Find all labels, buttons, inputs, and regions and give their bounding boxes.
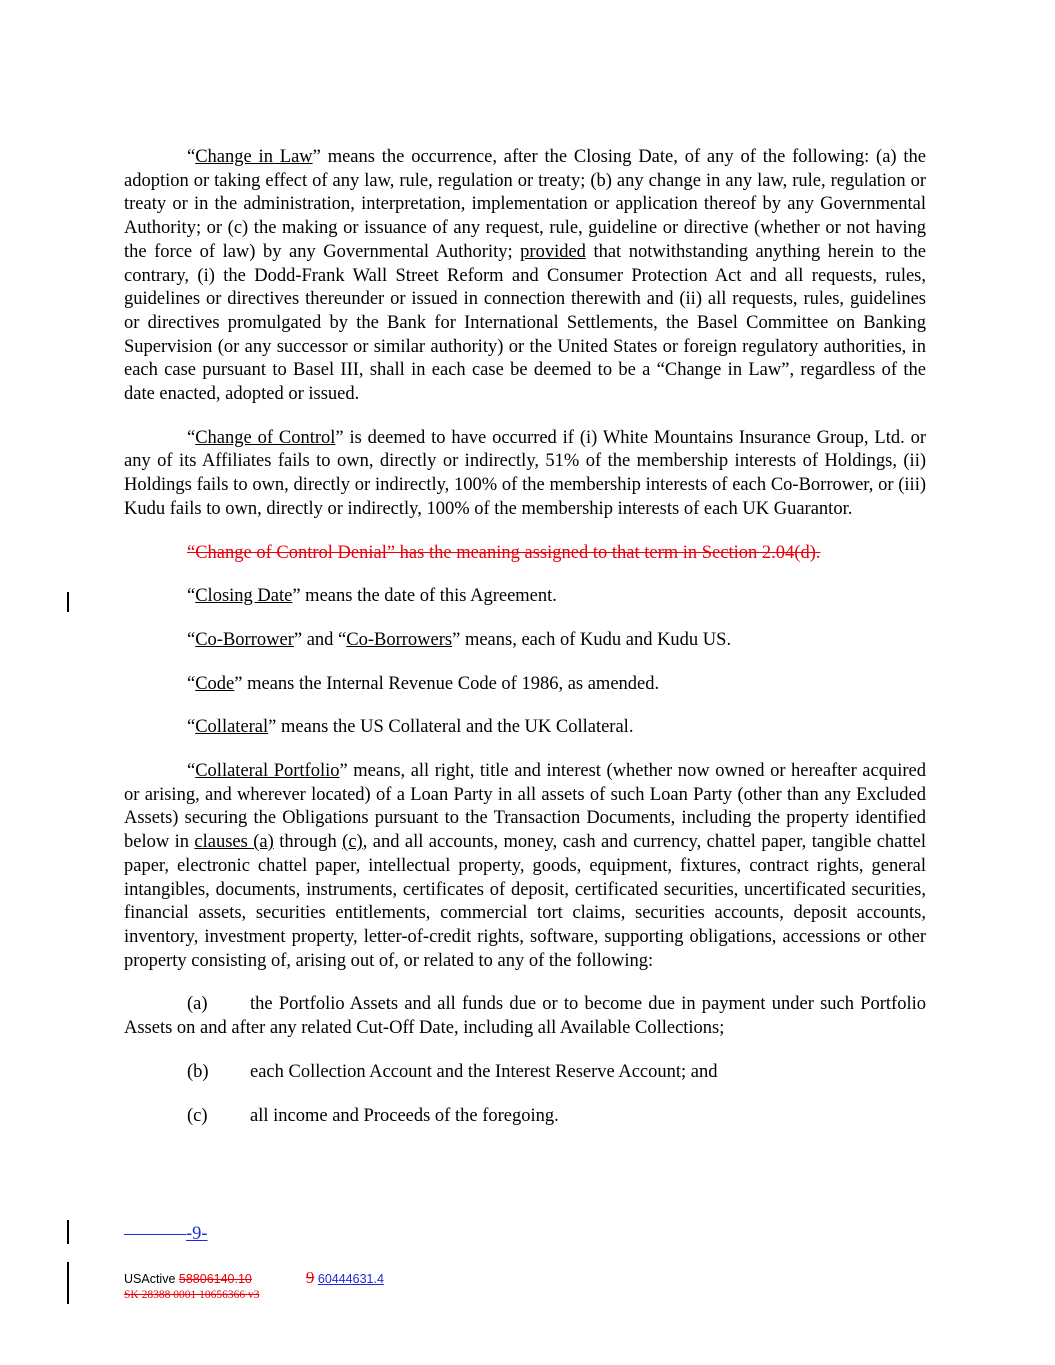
defined-term: Collateral [195, 717, 269, 738]
underline-rule [124, 1234, 186, 1235]
deleted-definition: “Change of Control Denial” has the meaning assigned to that term in Section 2.04(d). [187, 542, 821, 563]
definition-collateral: “Collateral” means the US Collateral and the UK Collateral. [187, 717, 634, 738]
definition-closing-date: “Closing Date” means the date of this Agreement. [187, 586, 557, 607]
new-doc-id: 60444631.4 [317, 1272, 384, 1286]
document-body [124, 146, 926, 1148]
defined-term: Change of Control [195, 427, 336, 448]
old-page-number: 9 [305, 1268, 315, 1287]
clause-reference: (c) [342, 832, 363, 853]
clause-reference: clauses (a) [194, 832, 274, 853]
definition-change-in-law: “Change in Law” means the occurrence, after the Closing Date, of any of the following: (a) the adoption or taking effect of any law, rule, regulation or treaty; (b) any change in any law, rule, regulation or treaty or in the administration, interpretation, implementation or application thereof by any Governmental Authority; or (c) the making or issuance of any request, rule, guideline or directive (whether or not having the force of law) by any Governmental Authority; provided that notwithstanding anything herein to the contrary, (i) the Dodd-Frank Wall Street Reform and Consumer Protection Act and all requests, rules, guidelines or directives thereunder or issued in connection therewith and (ii) all requests, rules, guidelines or directives promulgated by the Bank for International Settlements, the Basel Committee on Banking Supervision (or any successor or similar authority) or the United States or foreign regulatory authorities, in each case pursuant to Basel III, shall in each case be deemed to be a “Change in Law”, regardless of the date enacted, adopted or issued. [124, 147, 926, 405]
old-sk-id: SK 28388 0001 10656366 v3 [124, 1289, 260, 1301]
defined-term: Co-Borrower [195, 629, 294, 650]
change-bar [67, 1262, 69, 1304]
change-bar [67, 1220, 69, 1244]
list-item: (c) all income and Proceeds of the foregoing. [187, 1105, 559, 1126]
defined-term: Code [195, 673, 235, 694]
list-item: (b) each Collection Account and the Interest Reserve Account; and [187, 1061, 718, 1082]
provided-term: provided [520, 241, 586, 262]
old-doc-id: 58806140.10 [178, 1272, 252, 1286]
document-id-footer: USActive 58806140.10 9 60444631.4 [124, 1268, 384, 1287]
definition-code: “Code” means the Internal Revenue Code of 1986, as amended. [187, 673, 660, 694]
defined-term: Change in Law [195, 147, 313, 167]
list-item: (a) the Portfolio Assets and all funds due or to become due in payment under such Portfolio Assets on and after any related Cut-Off Date, including all Available Collections; [124, 994, 926, 1039]
definition-collateral-portfolio: “Collateral Portfolio” means, all right, title and interest (whether now owned or hereafter acquired or arising, and wherever located) of a Loan Party in all assets of such Loan Party (other than any Excluded Assets) securing the Obligations pursuant to the Transaction Documents, including the property identified below in clauses (a) through (c), and all accounts, money, cash and currency, chattel paper, tangible chattel paper, electronic chattel paper, intellectual property, goods, equipment, fixtures, contract rights, general intangibles, documents, instruments, certificates of deposit, certificated securities, uncertificated securities, financial assets, securities entitlements, commercial tort claims, securities accounts, deposit accounts, inventory, investment property, letter-of-credit rights, software, supporting obligations, accessions or other property consisting of, arising out of, or related to any of the following: [124, 761, 927, 971]
defined-term: Collateral Portfolio [195, 761, 340, 782]
definition-change-of-control: “Change of Control” is deemed to have occurred if (i) White Mountains Insurance Group, Ltd. or any of its Affiliates fails to own, directly or indirectly, 51% of the membership interests of Holdings, (ii) Holdings fails to own, directly or indirectly, 100% of the membership interests of each Co-Borrower, or (iii) Kudu fails to own, directly or indirectly, 100% of the membership interests of each UK Guarantor. [124, 427, 927, 519]
defined-term: Co-Borrowers [346, 629, 453, 650]
change-bar [67, 592, 69, 612]
page-number: -9- [124, 1224, 210, 1245]
definition-co-borrower: “Co-Borrower” and “Co-Borrowers” means, each of Kudu and Kudu US. [187, 629, 732, 650]
defined-term: Closing Date [195, 586, 293, 607]
section-reference: Section 2.04(d) [701, 542, 816, 563]
